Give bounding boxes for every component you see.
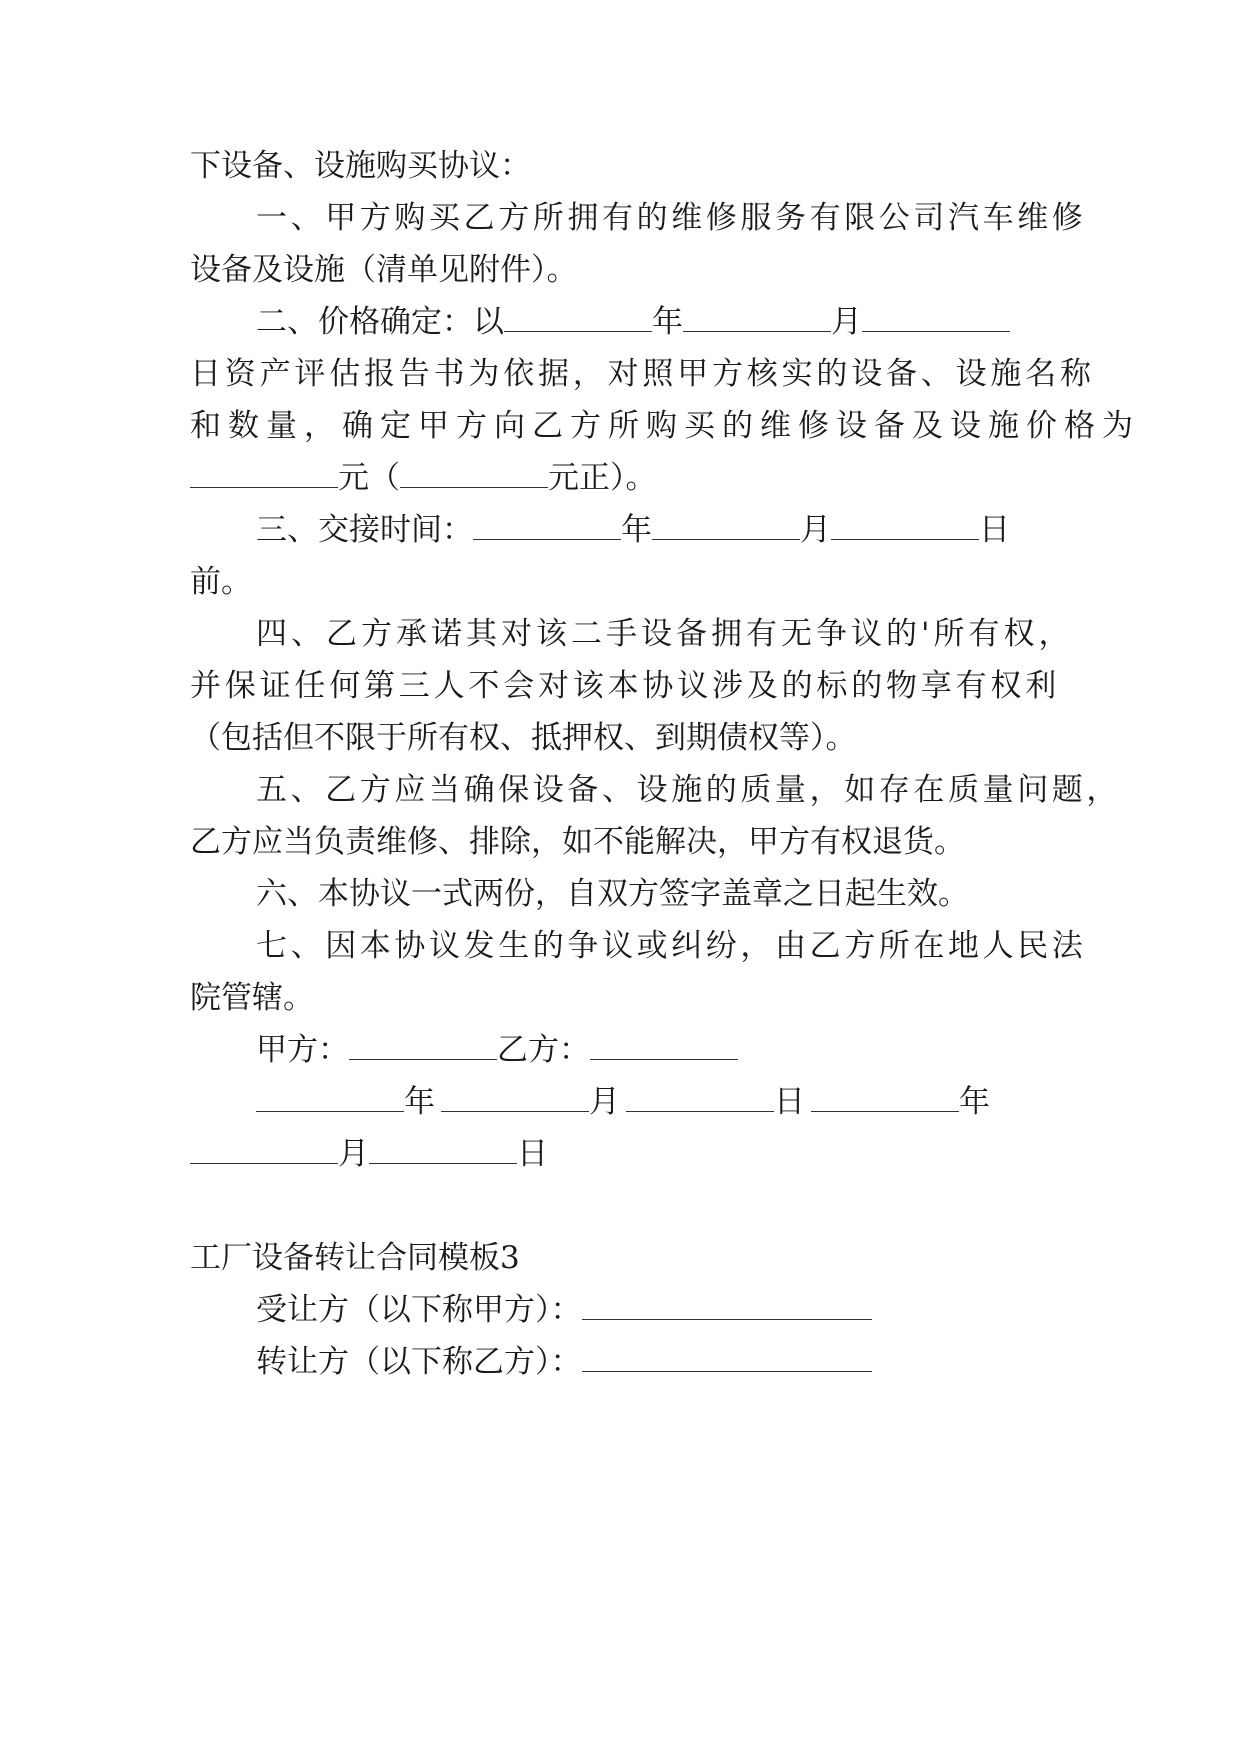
amount-blank[interactable]	[190, 461, 338, 488]
clause-5-line-1: 五、乙方应当确保设备、设施的质量，如存在质量问题，	[256, 772, 1121, 808]
date-blank[interactable]	[683, 305, 831, 332]
transferee-name-blank[interactable]	[582, 1293, 872, 1320]
clause-2-line-1: 二、价格确定：以 年 月	[256, 302, 1010, 342]
signature-date-line-2: 月 日	[190, 1134, 548, 1174]
clause-7-line-2: 院管辖。	[190, 980, 314, 1016]
date-blank[interactable]	[441, 1085, 589, 1112]
clause-6-line-1: 六、本协议一式两份，自双方签字盖章之日起生效。	[256, 876, 969, 912]
section-title: 工厂设备转让合同模板3	[190, 1240, 520, 1276]
clause-7-line-1: 七、因本协议发生的争议或纠纷，由乙方所在地人民法	[256, 928, 1087, 964]
transferor-line: 转让方（以下称乙方）：	[256, 1342, 872, 1382]
clause-3-line-1: 三、交接时间： 年 月 日	[256, 512, 1010, 548]
date-blank[interactable]	[504, 305, 652, 332]
clause-2-line-2: 日资产评估报告书为依据，对照甲方核实的设备、设施名称	[190, 356, 1095, 392]
paragraph-line: 下设备、设施购买协议：	[190, 148, 531, 184]
amount-words-blank[interactable]	[400, 461, 548, 488]
clause-4-line-2: 并保证任何第三人不会对该本协议涉及的标的物享有权利	[190, 668, 1060, 704]
signature-date-line-1: 年 月 日 年	[256, 1082, 996, 1122]
clause-4-line-3: （包括但不限于所有权、抵押权、到期债权等）。	[190, 720, 857, 756]
clause-4-line-1: 四、乙方承诺其对该二手设备拥有无争议的'所有权，	[256, 616, 1074, 652]
transferee-line: 受让方（以下称甲方）：	[256, 1290, 872, 1330]
date-blank[interactable]	[811, 1085, 959, 1112]
date-blank[interactable]	[652, 513, 800, 540]
date-blank[interactable]	[369, 1137, 517, 1164]
transferor-name-blank[interactable]	[582, 1345, 872, 1372]
clause-2-line-4: 元（ 元正）。	[190, 458, 657, 498]
date-blank[interactable]	[190, 1137, 338, 1164]
party-b-signature-blank[interactable]	[590, 1033, 738, 1060]
clause-5-line-2: 乙方应当负责维修、排除，如不能解决，甲方有权退货。	[190, 824, 965, 860]
date-blank[interactable]	[473, 513, 621, 540]
date-blank[interactable]	[862, 305, 1010, 332]
clause-2-line-3: 和数量，确定甲方向乙方所购买的维修设备及设施价格为	[190, 408, 1140, 444]
clause-1-line-1: 一、甲方购买乙方所拥有的维修服务有限公司汽车维修	[256, 200, 1087, 236]
clause-3-line-2: 前。	[190, 564, 252, 600]
date-blank[interactable]	[256, 1085, 404, 1112]
signature-line: 甲方： 乙方：	[256, 1030, 738, 1070]
party-a-signature-blank[interactable]	[349, 1033, 497, 1060]
date-blank[interactable]	[831, 513, 979, 540]
clause-1-line-2: 设备及设施（清单见附件）。	[190, 252, 578, 288]
date-blank[interactable]	[626, 1085, 774, 1112]
